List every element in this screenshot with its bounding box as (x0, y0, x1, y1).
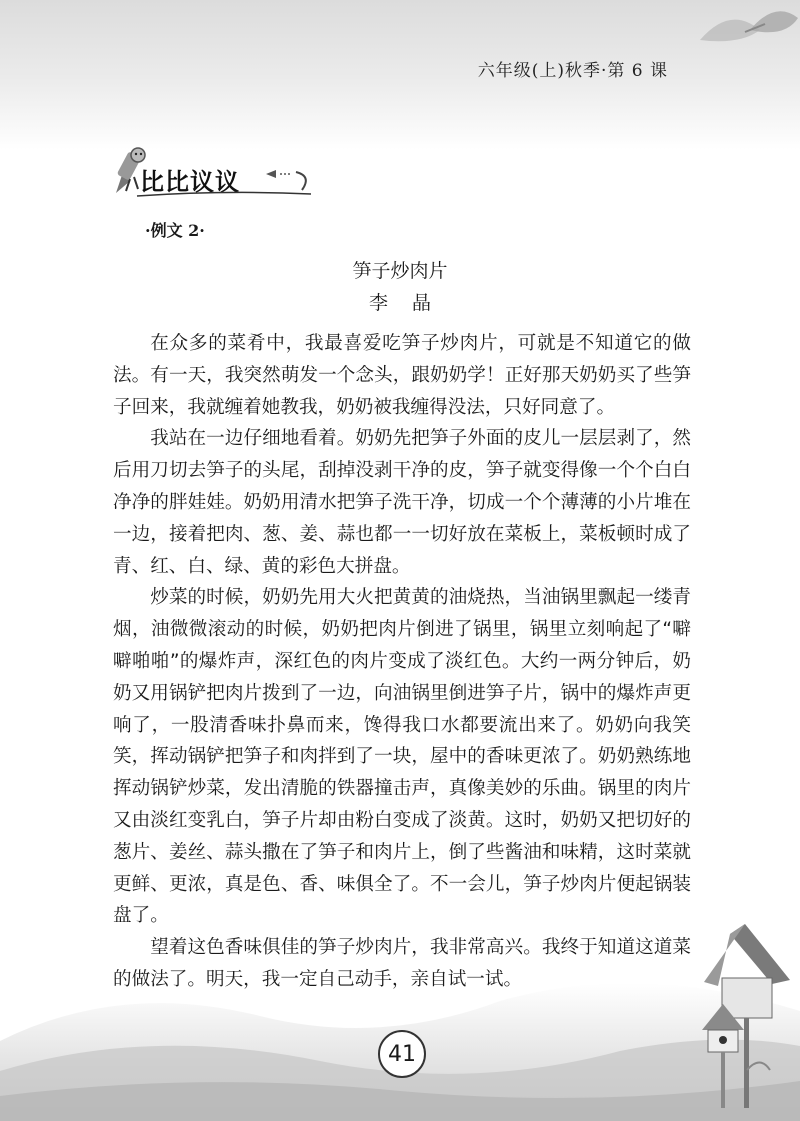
header-background (0, 0, 800, 150)
page-number-badge (378, 1030, 426, 1078)
title-underline (135, 188, 315, 200)
paragraph: 我站在一边仔细地看着。奶奶先把笋子外面的皮儿一层层剥了，然后用刀切去笋子的头尾，刮掉没剥干净的皮，笋子就变得像一个个白白净净的胖娃娃。奶奶用清水把笋子洗干净，切成一个个薄薄的小片堆在一边，接着把肉、葱、姜、蒜也都一一切好放在菜板上，菜板顿时成了青、红、白、绿、黄的彩色大拼盘。 (113, 428, 691, 577)
butterfly-icon (690, 0, 800, 60)
article-title: 笋子炒肉片 (352, 260, 448, 282)
landscape-background (0, 931, 800, 1121)
example-label: ·例文 2· (145, 221, 205, 240)
article-body (113, 328, 691, 996)
paragraph: 炒菜的时候，奶奶先用大火把黄黄的油烧热，当油锅里飘起一缕青烟，油微微滚动的时候，奶奶把肉片倒进了锅里，锅里立刻响起了“噼噼啪啪”的爆炸声，深红色的肉片变成了淡红色。大约一两分钟后，奶奶又用锅铲把肉片拨到了一边，向油锅里倒进笋子片，锅中的爆炸声更响了，一股清香味扑鼻而来，馋得我口水都要流出来了。奶奶向我笑笑，挥动锅铲把笋子和肉拌到了一块，屋中的香味更浓了。奶奶熟练地挥动锅铲炒菜，发出清脆的铁器撞击声，真像美妙的乐曲。锅里的肉片又由淡红变乳白，笋子片却由粉白变成了淡黄。这时，奶奶又把切好的葱片、姜丝、蒜头撒在了笋子和肉片上，倒了些酱油和味精，这时菜就更鲜、更浓，真是色、香、味俱全了。不一会儿，笋子炒肉片便起锅装盘了。 (113, 587, 691, 927)
paragraph: 望着这色香味俱佳的笋子炒肉片，我非常高兴。我终于知道这道菜的做法了。明天，我一定自己动手，亲自试一试。 (113, 937, 691, 990)
small-birdhouse-icon (700, 1000, 746, 1110)
paragraph: 在众多的菜肴中，我最喜爱吃笋子炒肉片，可就是不知道它的做法。有一天，我突然萌发一个念头，跟奶奶学！正好那天奶奶买了些笋子回来，我就缠着她教我，奶奶被我缠得没法，只好同意了。 (113, 333, 691, 418)
section-title: 比比议议 (140, 168, 240, 196)
article-author: 李晶 (368, 292, 455, 314)
page-number: 41 (388, 1041, 416, 1067)
grade-lesson-header: 六年级(上)秋季·第 6 课 (477, 61, 668, 81)
